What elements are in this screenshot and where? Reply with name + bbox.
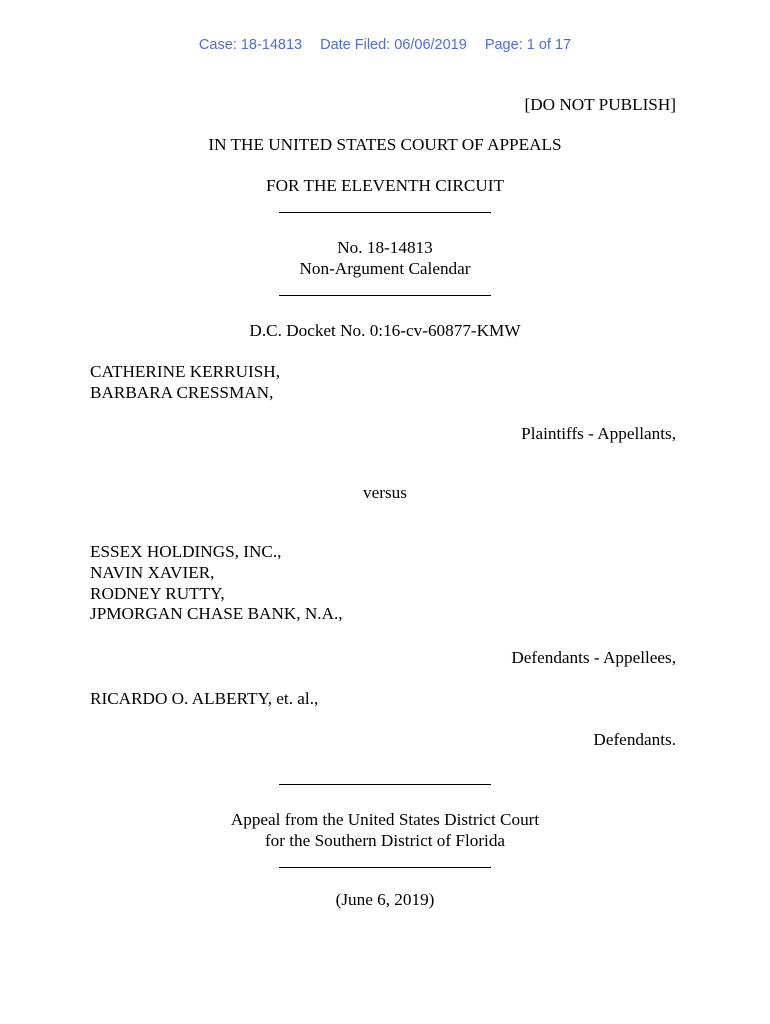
defendants-role: Defendants - Appellees, bbox=[511, 648, 676, 667]
divider-line bbox=[279, 212, 491, 213]
versus-label: versus bbox=[363, 483, 407, 502]
calendar-type: Non-Argument Calendar bbox=[299, 259, 471, 278]
plaintiff-name: CATHERINE KERRUISH, bbox=[90, 362, 281, 381]
court-name: IN THE UNITED STATES COURT OF APPEALS bbox=[208, 135, 562, 154]
appeal-origin: Appeal from the United States District Court bbox=[230, 810, 540, 829]
defendant-name: JPMORGAN CHASE BANK, N.A., bbox=[90, 604, 343, 623]
circuit-name: FOR THE ELEVENTH CIRCUIT bbox=[266, 176, 504, 195]
defendant-name: NAVIN XAVIER, bbox=[90, 563, 215, 582]
other-defendants: RICARDO O. ALBERTY, et. al., bbox=[90, 689, 319, 708]
divider-line bbox=[279, 784, 491, 785]
docket-number: D.C. Docket No. 0:16-cv-60877-KMW bbox=[249, 321, 521, 340]
appeal-district: for the Southern District of Florida bbox=[264, 831, 506, 850]
page-stamp: Page: 1 of 17 bbox=[484, 37, 572, 53]
plaintiffs-role: Plaintiffs - Appellants, bbox=[521, 424, 676, 443]
defendant-name: ESSEX HOLDINGS, INC., bbox=[90, 542, 282, 561]
filing-stamp bbox=[0, 37, 770, 53]
other-defendants-role: Defendants. bbox=[593, 730, 676, 749]
publish-note: [DO NOT PUBLISH] bbox=[524, 95, 676, 114]
decision-date: (June 6, 2019) bbox=[335, 890, 435, 909]
case-number: No. 18-14813 bbox=[337, 238, 433, 257]
divider-line bbox=[279, 867, 491, 868]
divider-line bbox=[279, 295, 491, 296]
case-stamp: Case: 18-14813 bbox=[198, 37, 303, 53]
plaintiff-name: BARBARA CRESSMAN, bbox=[90, 383, 274, 402]
date-filed-stamp: Date Filed: 06/06/2019 bbox=[320, 37, 467, 53]
defendant-name: RODNEY RUTTY, bbox=[90, 584, 225, 603]
